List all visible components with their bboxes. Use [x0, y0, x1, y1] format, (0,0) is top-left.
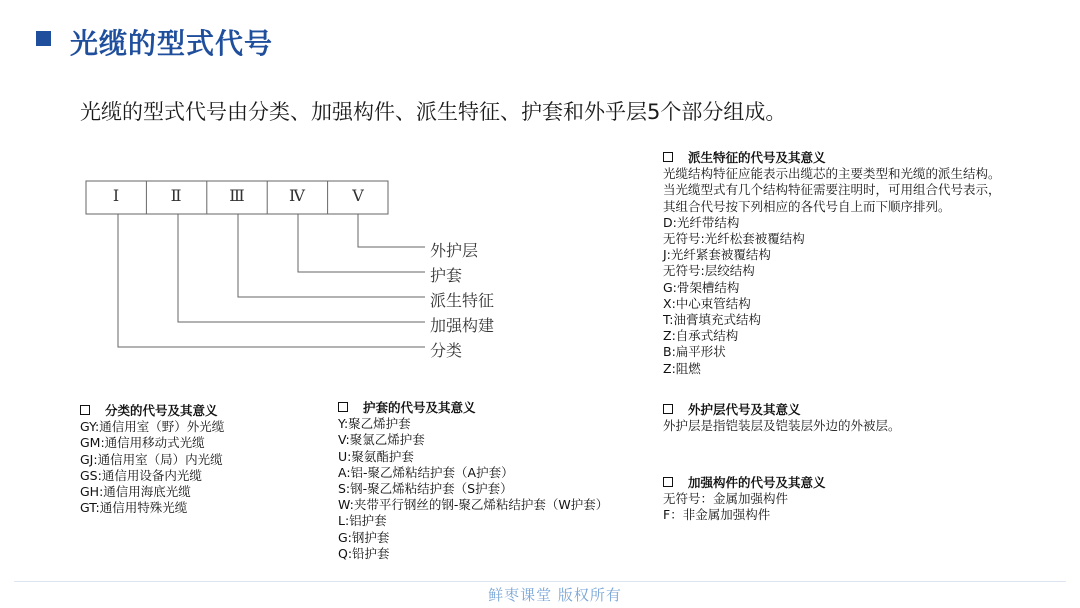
section-line: A:铝-聚乙烯粘结护套（A护套）	[338, 464, 514, 480]
section-line: GJ:通信用室（局）内光缆	[80, 451, 223, 467]
connector-classification	[118, 214, 425, 347]
connector-derived	[238, 214, 425, 297]
section-heading: 外护层代号及其意义	[688, 402, 801, 417]
section-derived	[663, 150, 1001, 377]
section-line: Z:阻燃	[663, 360, 701, 376]
section-heading: 加强构件的代号及其意义	[688, 475, 826, 490]
label-classification: 分类	[430, 341, 463, 360]
section-line: Z:自承式结构	[663, 328, 739, 344]
checkbox-icon	[663, 404, 673, 414]
section-line: Q:铅护套	[338, 545, 390, 561]
connector-strength	[178, 214, 425, 322]
checkbox-icon	[80, 405, 90, 415]
intro-text: 光缆的型式代号由分类、加强构件、派生特征、护套和外乎层5个部分组成。	[80, 100, 787, 124]
section-classification	[80, 403, 224, 516]
section-line: GY:通信用室（野）外光缆	[80, 419, 225, 435]
section-line: 当光缆型式有几个结构特征需要注明时，可用组合代号表示，	[663, 182, 1001, 198]
section-line: U:聚氨酯护套	[338, 448, 414, 464]
section-line: W:夹带平行钢丝的钢-聚乙烯粘结护套（W护套）	[338, 497, 609, 513]
connector-sheath	[298, 214, 425, 272]
section-line: J:光纤紧套被覆结构	[663, 247, 771, 263]
section-line: 无符号:光纤松套被覆结构	[663, 231, 805, 247]
section-line: G:钢护套	[338, 529, 390, 545]
section-line: 无符号:层绞结构	[663, 263, 755, 279]
section-line: G:骨架槽结构	[663, 279, 740, 295]
section-line: S:钢-聚乙烯粘结护套（S护套）	[338, 481, 513, 497]
footer-divider	[14, 581, 1066, 582]
section-heading: 护套的代号及其意义	[363, 400, 476, 415]
section-outer-sheath	[663, 402, 901, 434]
section-strength	[663, 475, 826, 524]
section-line: GT:通信用特殊光缆	[80, 500, 188, 516]
section-heading: 分类的代号及其意义	[105, 403, 218, 418]
section-line: L:铝护套	[338, 513, 387, 529]
checkbox-icon	[663, 152, 673, 162]
slide-title: 光缆的型式代号	[70, 27, 274, 60]
section-line: GS:通信用设备内光缆	[80, 467, 202, 483]
connector-outer-sheath	[358, 214, 425, 247]
section-line: F：非金属加强构件	[663, 507, 771, 523]
section-line: B:扁平形状	[663, 344, 726, 360]
label-strength: 加强构建	[430, 316, 495, 335]
section-line: 无符号：金属加强构件	[663, 491, 789, 507]
code-cell-1: Ⅰ	[112, 186, 120, 205]
code-cell-4: Ⅳ	[289, 186, 305, 205]
label-outer-sheath: 外护层	[430, 241, 479, 260]
section-line: 光缆结构特征应能表示出缆芯的主要类型和光缆的派生结构。	[663, 166, 1001, 182]
label-derived: 派生特征	[430, 291, 495, 310]
section-line: GH:通信用海底光缆	[80, 484, 191, 500]
checkbox-icon	[338, 402, 348, 412]
label-sheath: 护套	[430, 266, 463, 285]
section-heading: 派生特征的代号及其意义	[688, 150, 826, 165]
code-cell-2: Ⅱ	[170, 186, 182, 205]
section-line: T:油膏填充式结构	[663, 312, 761, 328]
checkbox-icon	[663, 477, 673, 487]
code-cell-3: Ⅲ	[229, 186, 245, 205]
section-line: GM:通信用移动式光缆	[80, 435, 205, 451]
footer-copyright: 鲜枣课堂 版权所有	[488, 586, 622, 604]
section-line: Y:聚乙烯护套	[338, 416, 411, 432]
section-line: 外护层是指铠装层及铠装层外边的外被层。	[663, 418, 901, 434]
section-line: D:光纤带结构	[663, 214, 740, 230]
code-cell-5: Ⅴ	[352, 186, 364, 205]
section-sheath	[338, 400, 608, 562]
section-line: X:中心束管结构	[663, 295, 751, 311]
section-line: V:聚氯乙烯护套	[338, 432, 425, 448]
section-line: 其组合代号按下列相应的各代号自上而下顺序排列。	[663, 198, 951, 214]
